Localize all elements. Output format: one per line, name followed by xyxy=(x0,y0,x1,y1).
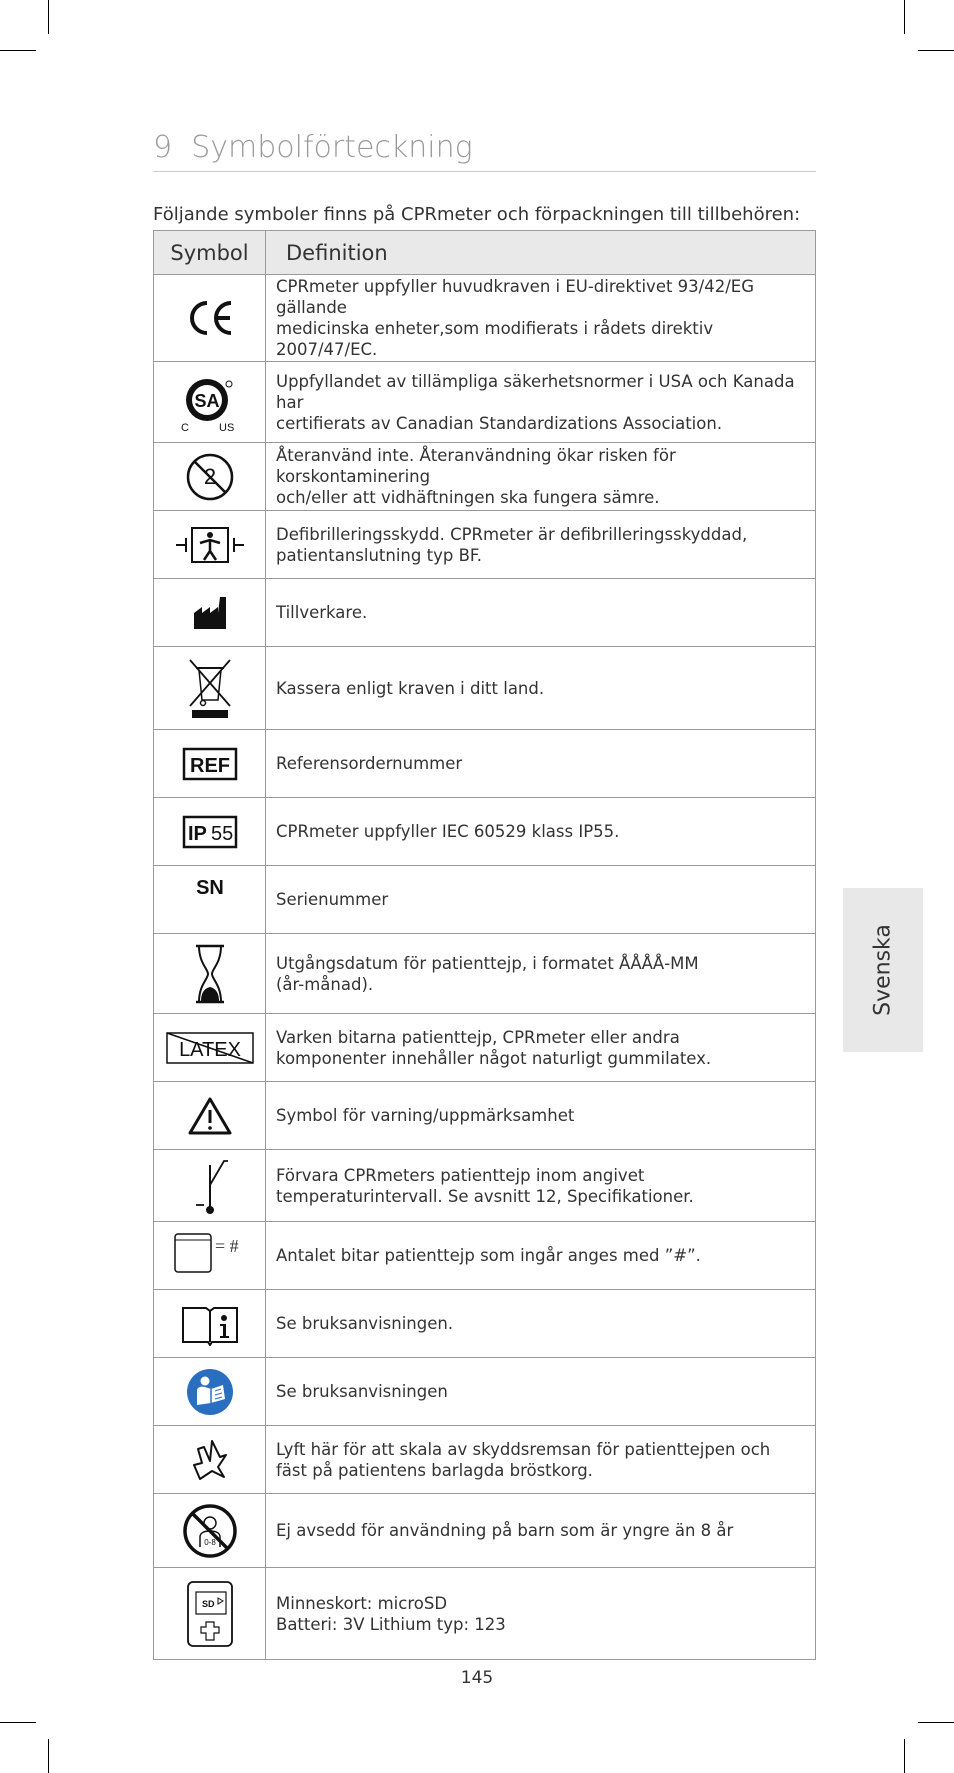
latex-free-icon xyxy=(165,1031,255,1065)
ref-icon xyxy=(182,747,238,781)
definition-text: CPRmeter uppfyller IEC 60529 klass IP55. xyxy=(276,822,620,841)
table-row xyxy=(154,511,816,579)
table-row xyxy=(154,1568,816,1660)
table-row xyxy=(154,647,816,730)
table-row xyxy=(154,1426,816,1494)
serial-number-icon xyxy=(190,874,230,900)
table-row xyxy=(154,1082,816,1150)
weee-crossed-bin-icon xyxy=(186,656,234,720)
header-definition: Definition xyxy=(266,231,816,275)
warning-triangle-icon xyxy=(187,1096,233,1136)
page-number: 145 xyxy=(460,1668,494,1688)
header-symbol: Symbol xyxy=(154,231,266,275)
definition-text: Se bruksanvisningen. xyxy=(276,1314,454,1333)
definition-text: Se bruksanvisningen xyxy=(276,1382,448,1401)
svg-text:US: US xyxy=(218,422,234,434)
table-row xyxy=(154,362,816,443)
definition-text: Återanvänd inte. Återanvändning ökar risken för korskontaminering och/eller att vidhäftningen ska fungera sämre. xyxy=(276,446,676,507)
definition-text: Referensordernummer xyxy=(276,754,463,773)
definition-text: Utgångsdatum för patienttejp, i formatet ÅÅÅÅ-MM (år-månad). xyxy=(276,953,699,994)
temperature-limit-icon xyxy=(190,1155,230,1217)
svg-text:= #: = # xyxy=(214,1236,239,1256)
table-row xyxy=(154,1290,816,1358)
table-row xyxy=(154,866,816,934)
definition-text: Tillverkare. xyxy=(276,603,368,622)
not-for-children-icon xyxy=(182,1503,238,1559)
definition-text: Kassera enligt kraven i ditt land. xyxy=(276,678,545,698)
table-row xyxy=(154,275,816,362)
ip55-icon xyxy=(182,815,238,849)
table-row xyxy=(154,579,816,647)
definition-text: Minneskort: microSD Batteri: 3V Lithium typ: 123 xyxy=(276,1593,506,1634)
svg-text:REF: REF xyxy=(189,754,230,777)
quantity-icon xyxy=(167,1232,253,1276)
follow-instructions-blue-icon xyxy=(185,1367,235,1417)
defibrillation-proof-bf-icon xyxy=(174,525,246,565)
svg-text:SD: SD xyxy=(201,1598,215,1609)
manufacturer-icon xyxy=(190,593,230,633)
hourglass-expiry-icon xyxy=(190,943,230,1005)
crop-mark xyxy=(48,0,49,34)
section-number: 9 xyxy=(153,130,173,165)
definition-text: Uppfyllandet av tillämpliga säkerhetsnormer i USA och Kanada har certifierats av Canadian Standardizations Association. xyxy=(276,371,795,433)
table-header-row xyxy=(154,231,816,275)
svg-text:SA: SA xyxy=(193,391,220,411)
svg-text:SN: SN xyxy=(195,877,224,899)
definition-text: Defibrilleringsskydd. CPRmeter är defibrilleringsskyddad, patientanslutning typ BF. xyxy=(276,524,748,565)
table-row xyxy=(154,1014,816,1082)
definition-text: Symbol för varning/uppmärksamhet xyxy=(276,1106,575,1125)
section-title: Symbolförteckning xyxy=(191,130,473,165)
svg-text:LATEX: LATEX xyxy=(178,1038,241,1061)
definition-text: Förvara CPRmeters patienttejp inom angivet temperaturintervall. Se avsnitt 12, Specifikationer. xyxy=(276,1165,694,1206)
definition-text: CPRmeter uppfyller huvudkraven i EU-direktivet 93/42/EG gällande medicinska enheter,som modifierats i rådets direktiv 2007/47/EC. xyxy=(276,277,755,359)
section-heading xyxy=(153,130,816,172)
ce-mark-icon xyxy=(185,299,235,337)
peel-here-icon xyxy=(188,1437,232,1483)
definition-text: Varken bitarna patienttejp, CPRmeter eller andra komponenter innehåller något naturligt gummilatex. xyxy=(276,1027,712,1068)
definition-text: Antalet bitar patienttejp som ingår anges med ”#”. xyxy=(276,1246,701,1265)
table-row xyxy=(154,798,816,866)
symbol-table xyxy=(153,230,816,1660)
table-row xyxy=(154,443,816,511)
table-row xyxy=(154,730,816,798)
svg-text:IP: IP xyxy=(187,822,207,845)
svg-text:2: 2 xyxy=(203,463,216,489)
table-row xyxy=(154,1222,816,1290)
consult-instructions-icon xyxy=(180,1302,240,1346)
language-side-tab xyxy=(843,888,923,1052)
crop-mark xyxy=(904,0,905,34)
svg-text:55: 55 xyxy=(210,822,233,845)
side-tab-label: Svenska xyxy=(870,924,896,1016)
intro-text: Följande symboler finns på CPRmeter och förpackningen till tillbehören: xyxy=(153,204,801,225)
crop-mark xyxy=(48,1739,49,1773)
crop-mark xyxy=(0,50,36,51)
table-row xyxy=(154,1358,816,1426)
table-row xyxy=(154,1150,816,1222)
microsd-battery-icon xyxy=(184,1580,236,1648)
svg-text:C: C xyxy=(180,422,189,434)
definition-text: Lyft här för att skala av skyddsremsan för patienttejpen och fäst på patientens barlagda bröstkorg. xyxy=(276,1439,771,1480)
csa-certification-icon xyxy=(175,370,245,434)
crop-mark xyxy=(918,1722,954,1723)
svg-text:0-8: 0-8 xyxy=(203,1537,216,1547)
definition-text: Ej avsedd för användning på barn som är yngre än 8 år xyxy=(276,1521,734,1540)
table-row xyxy=(154,934,816,1014)
table-row xyxy=(154,1494,816,1568)
definition-text: Serienummer xyxy=(276,890,389,909)
crop-mark xyxy=(0,1722,36,1723)
do-not-reuse-icon xyxy=(185,452,235,502)
crop-mark xyxy=(904,1739,905,1773)
crop-mark xyxy=(918,50,954,51)
